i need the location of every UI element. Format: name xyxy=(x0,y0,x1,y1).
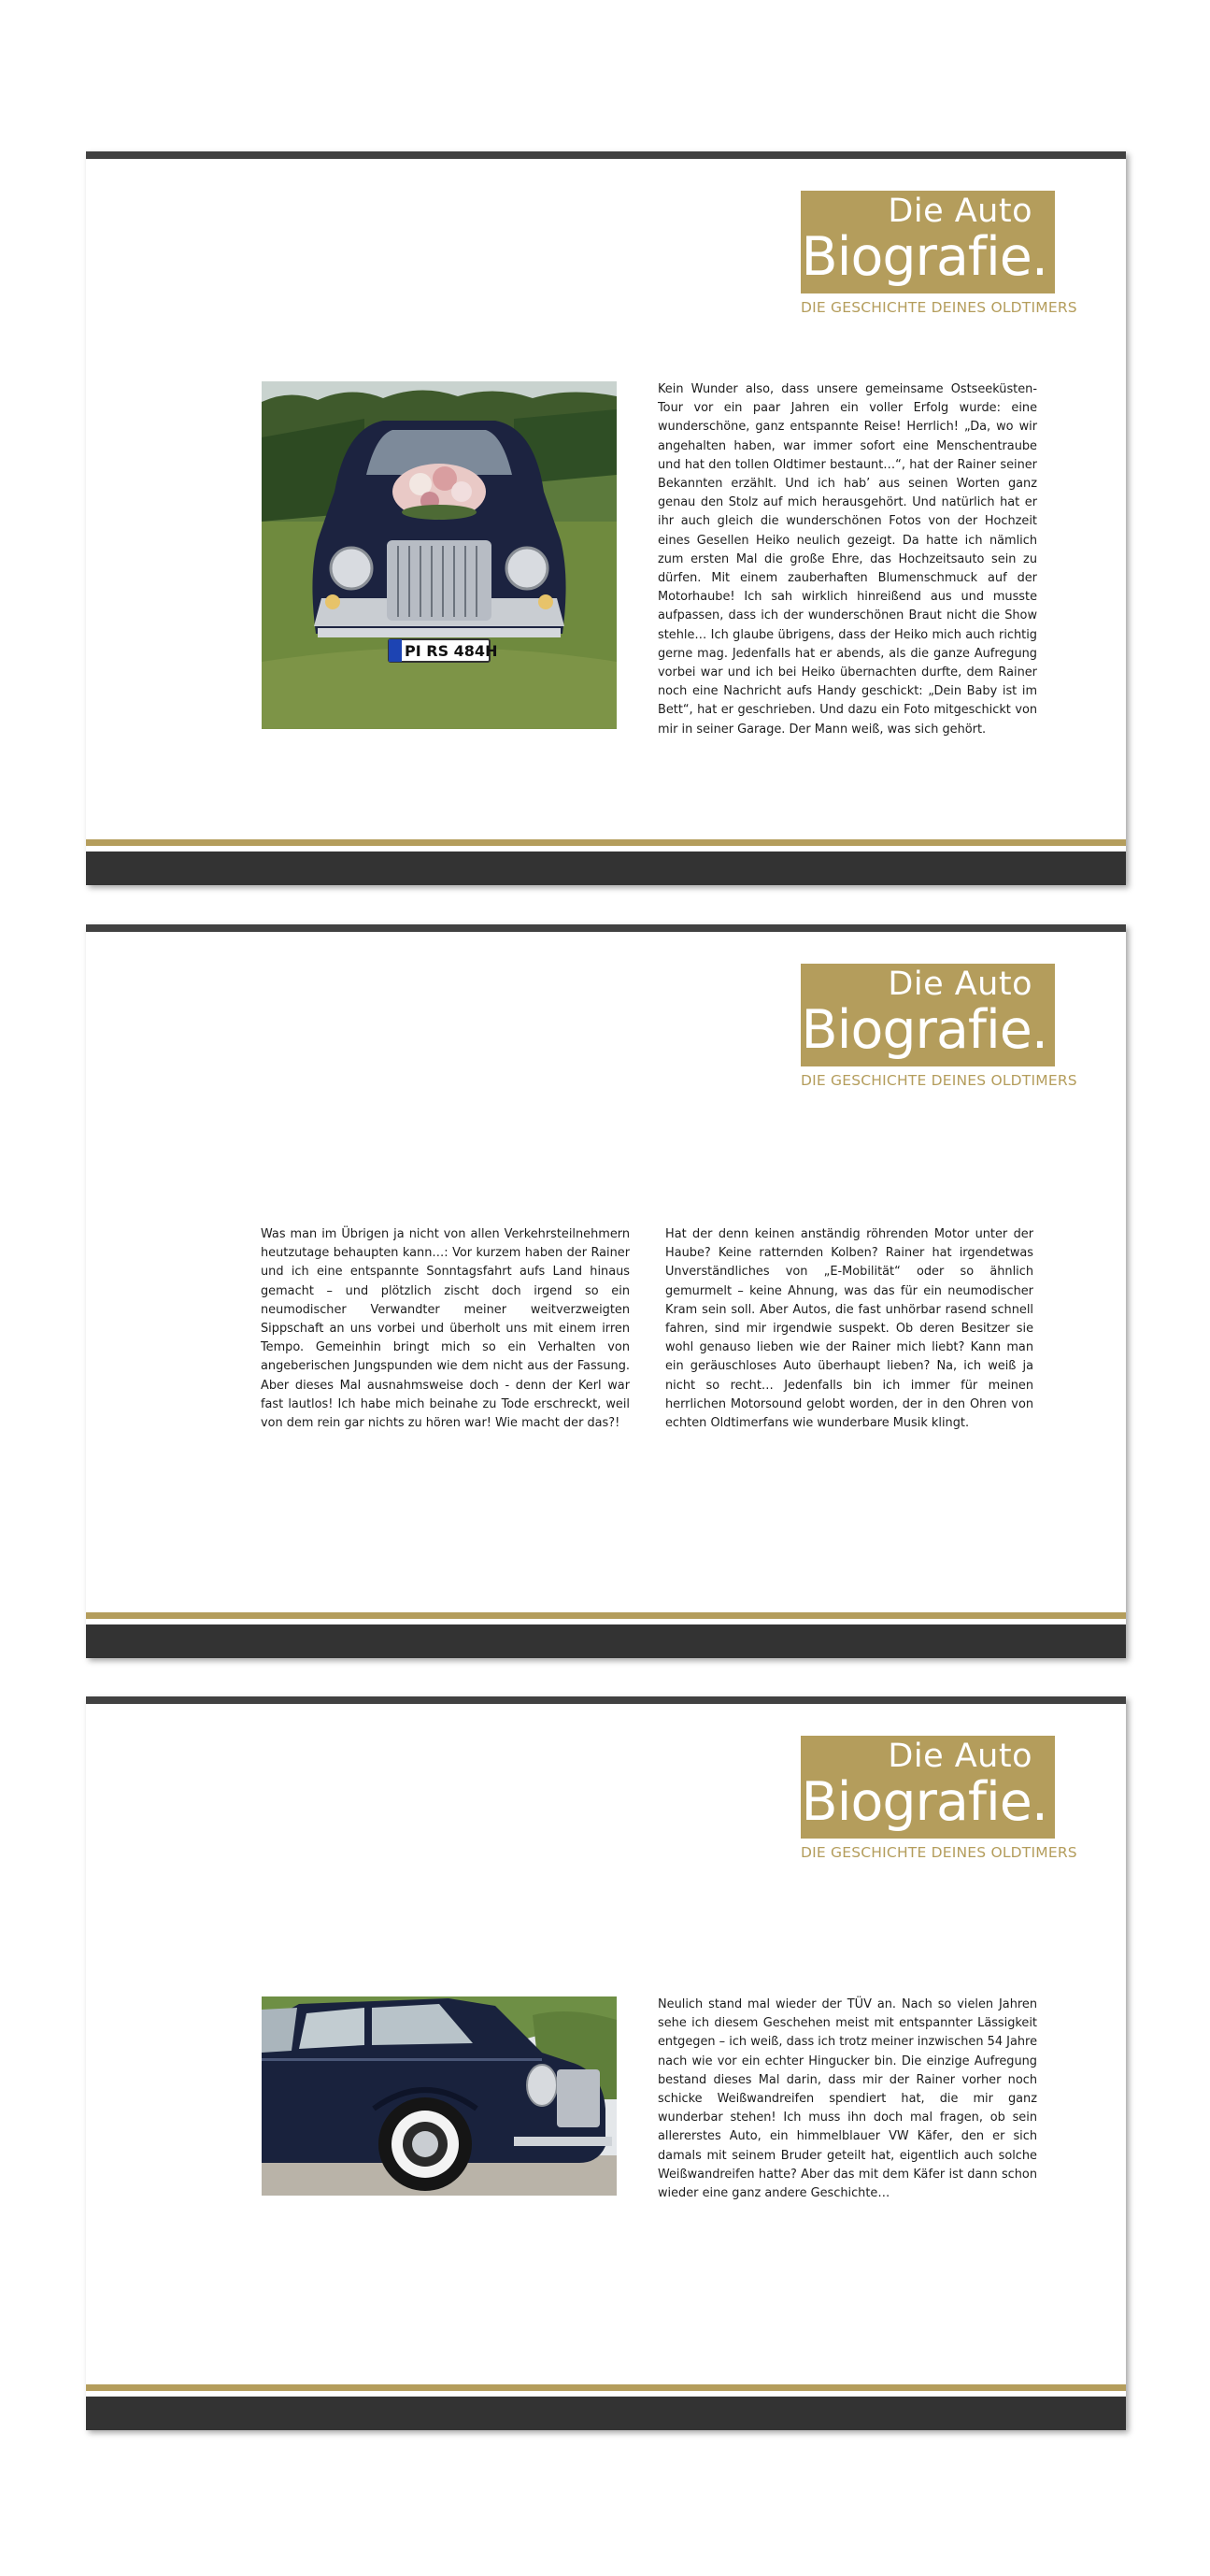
story-paragraph: Neulich stand mal wieder der TÜV an. Nach so vielen Jahren sehe ich diesem Geschehen meist mit entspannter Lässigkeit entgegen – ich weiß, dass ich trotz meiner inzwischen 54 Jahre nach wie vor ein echter Hingucker bin. Die einzige Aufregung bestand dieses Mal darin, dass mir der Rainer vorher noch schicke Weißwandreifen spendiert hat, die mir ganz wunderbar stehen! Ich muss ihn doch mal fragen, ob sein allererstes Auto, ein himmelblauer VW Käfer, den er sich damals mit seinem Bruder geteilt hat, eigentlich auch solche Weißwandreifen hatte? Aber das mit dem Käfer ist dann schon wieder eine ganz andere Geschichte… xyxy=(658,1997,1037,2201)
page-top-rule xyxy=(86,151,1126,159)
page-top-rule xyxy=(86,924,1126,932)
logo-line-2: Biografie. xyxy=(801,1771,1047,1833)
page-gold-rule xyxy=(86,2384,1126,2391)
brand-logo xyxy=(801,1736,1055,1839)
logo-line-1: Die Auto xyxy=(888,966,1032,1003)
logo-line-1: Die Auto xyxy=(888,1738,1032,1775)
page-footer-bar xyxy=(86,1624,1126,1658)
logo-tagline: DIE GESCHICHTE DEINES OLDTIMERS xyxy=(801,1844,1077,1861)
page-footer-bar xyxy=(86,852,1126,885)
logo-line-2: Biografie. xyxy=(801,999,1047,1061)
page-top-rule xyxy=(86,1696,1126,1704)
whitewall-tire-car-photo xyxy=(262,1996,617,2196)
brochure-page-2 xyxy=(86,924,1126,1658)
brochure-page-3 xyxy=(86,1696,1126,2430)
story-paragraph-left: Was man im Übrigen ja nicht von allen Verkehrsteilnehmern heutzutage behaupten kann…: Vor kurzem haben der Rainer und ich eine entspannte Sonntagsfahrt aufs Land hinaus gemacht – und plötzlich zischt doch irgend so ein neumodischer Verwandter meiner weitverzweigten Sippschaft an uns vorbei und überholt uns mit einem irren Tempo. Gemeinhin bringt mich so ein Verhalten von angeberischen Jungspunden wie dem nicht aus der Fassung. Aber dieses Mal ausnahmsweise doch - denn der Kerl war fast lautlos! Ich habe mich beinahe zu Tode erschreckt, weil von dem rein gar nichts zu hören war! Wie macht der das?! xyxy=(261,1227,630,1431)
logo-tagline: DIE GESCHICHTE DEINES OLDTIMERS xyxy=(801,299,1077,316)
page-footer-bar xyxy=(86,2397,1126,2430)
story-paragraph: Kein Wunder also, dass unsere gemeinsame Ostseeküsten-Tour vor ein paar Jahren ein voller Erfolg wurde: eine wunderschöne, ganz entspannte Reise! Herrlich! „Da, wo wir angehalten haben, war immer sofort eine Menschentraube und hat den tollen Oldtimer bestaunt…“, hat der Rainer seiner Bekannten erzählt. Und ich hab’ aus seinen Worten ganz genau den Stolz auf mich herausgehört. Und natürlich hat er ihr auch gleich die wunderschönen Fotos von der Hochzeit eines Gesellen Heiko neulich gezeigt. Da hatte ich nämlich zum ersten Mal die große Ehre, das Hochzeitsauto sein zu dürfen. Mit einem zauberhaften Blumenschmuck auf der Motorhaube! Ich sah wirklich hinreißend aus und musste aufpassen, dass ich der wunderschönen Braut nicht die Show stehle… Ich glaube übrigens, dass der Heiko mich auch richtig gerne mag. Jedenfalls hat er abends, als die ganze Aufregung vorbei war und ich bei Heiko übernachten durfte, dem Rainer noch eine Nachricht aufs Handy geschickt: „Dein Baby ist im Bett“, hat er geschrieben. Und dazu ein Foto mitgeschickt von mir in seiner Garage. Der Mann weiß, was sich gehört. xyxy=(658,382,1037,737)
brochure-page-1 xyxy=(86,151,1126,885)
brand-logo xyxy=(801,964,1055,1066)
license-plate-text: PI RS 484H xyxy=(405,642,498,660)
story-paragraph-right: Hat der denn keinen anständig röhrenden Motor unter der Haube? Keine ratternden Kolben? Rainer hat irgendetwas Unverständliches von „E-Mobilität“ oder so ähnlich gemurmelt – keine Ahnung, was das für ein neumodischer Kram sein soll. Aber Autos, die fast unhörbar rasend schnell fahren, sind mir irgendwie suspekt. Ob deren Besitzer sie wohl genauso lieben wie der Rainer mich liebt? Kann man ein geräuschloses Auto überhaupt lieben? Na, ich weiß ja nicht so recht… Jedenfalls bin ich immer für meinen herrlichen Motorsound gelobt worden, der in den Ohren von echten Oldtimerfans wie wunderbare Musik klingt. xyxy=(665,1227,1033,1431)
wedding-car-photo xyxy=(262,381,617,729)
logo-tagline: DIE GESCHICHTE DEINES OLDTIMERS xyxy=(801,1072,1077,1089)
page-gold-rule xyxy=(86,839,1126,846)
page-gold-rule xyxy=(86,1612,1126,1619)
logo-line-2: Biografie. xyxy=(801,226,1047,288)
brand-logo xyxy=(801,191,1055,293)
logo-line-1: Die Auto xyxy=(888,193,1032,230)
